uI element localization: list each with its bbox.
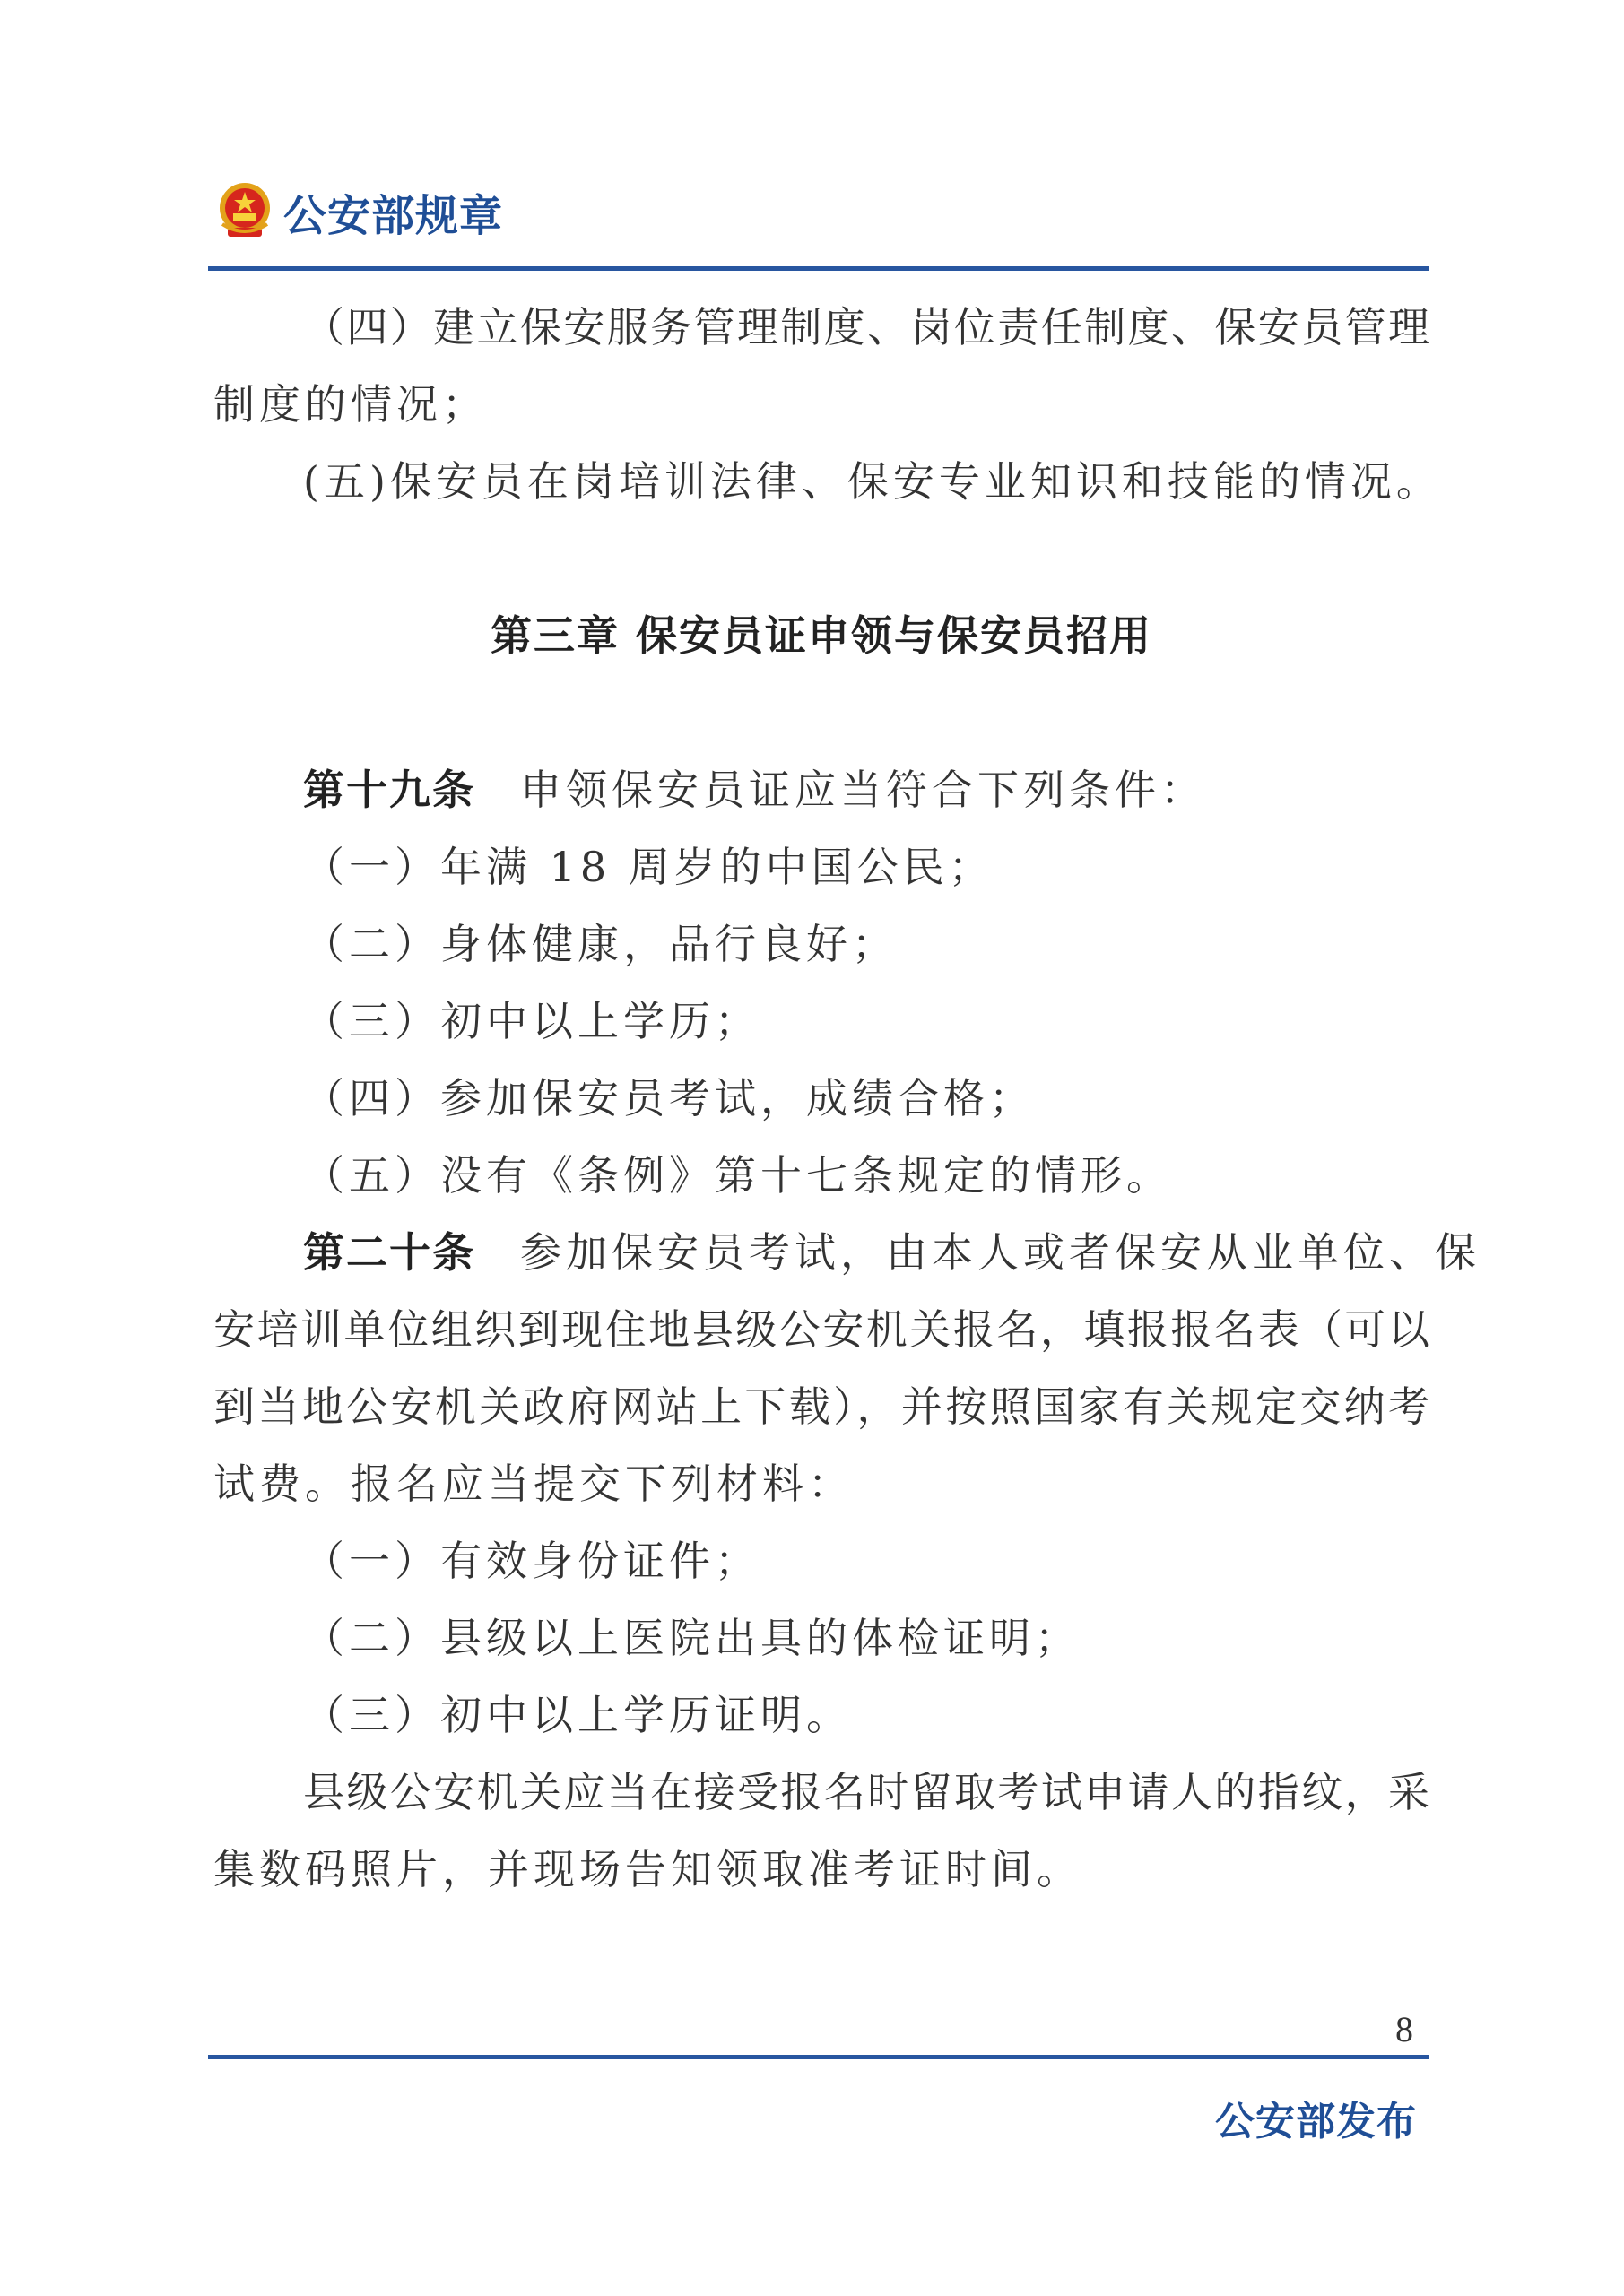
header-divider [208, 266, 1429, 271]
body-line: (五)保安员在岗培训法律、保安专业知识和技能的情况。 [303, 457, 1442, 506]
article-19-label: 第十九条 [303, 766, 475, 814]
article-19-heading [213, 751, 1429, 828]
list-item: （三）初中以上学历证明。 [303, 1691, 852, 1739]
body-line: 县级公安机关应当在接受报名时留取考试申请人的指纹，采 [303, 1768, 1429, 1816]
article-20-first-line: 参加保安员考试，由本人或者保安从业单位、保 [520, 1228, 1481, 1277]
list-item: （一）有效身份证件； [303, 1537, 760, 1585]
body-line: 安培训单位组织到现住地县级公安机关报名，填报报名表（可以 [213, 1305, 1429, 1354]
article-20-heading [213, 1214, 1481, 1291]
article-20-label: 第二十条 [303, 1228, 475, 1277]
document-header [213, 176, 1433, 274]
footer-divider [208, 2055, 1429, 2059]
list-item: （一）年满 18 周岁的中国公民； [303, 843, 994, 891]
chapter-title: 第三章 保安员证申领与保安员招用 [490, 611, 1152, 660]
national-emblem-icon [213, 179, 276, 242]
body-line: 制度的情况； [213, 380, 488, 429]
article-19-text: 申领保安员证应当符合下列条件： [520, 766, 1206, 814]
list-item: （二）县级以上医院出具的体检证明； [303, 1614, 1081, 1662]
body-line: 集数码照片，并现场告知领取准考证时间。 [213, 1845, 1082, 1893]
list-item: （三）初中以上学历； [303, 997, 760, 1045]
body-line: 试费。报名应当提交下列材料： [213, 1460, 854, 1508]
list-item: （四）参加保安员考试，成绩合格； [303, 1074, 1035, 1122]
list-item: （二）身体健康，品行良好； [303, 920, 898, 968]
list-item: （五）没有《条例》第十七条规定的情形。 [303, 1151, 1172, 1200]
page-number: 8 [1395, 2009, 1413, 2049]
footer-publisher: 公安部发布 [1215, 2099, 1417, 2144]
body-line: 到当地公安机关政府网站上下载），并按照国家有关规定交纳考 [213, 1382, 1429, 1431]
document-body [213, 289, 1481, 1908]
header-title: 公安部规章 [283, 191, 504, 241]
body-line: （四）建立保安服务管理制度、岗位责任制度、保安员管理 [303, 303, 1429, 351]
